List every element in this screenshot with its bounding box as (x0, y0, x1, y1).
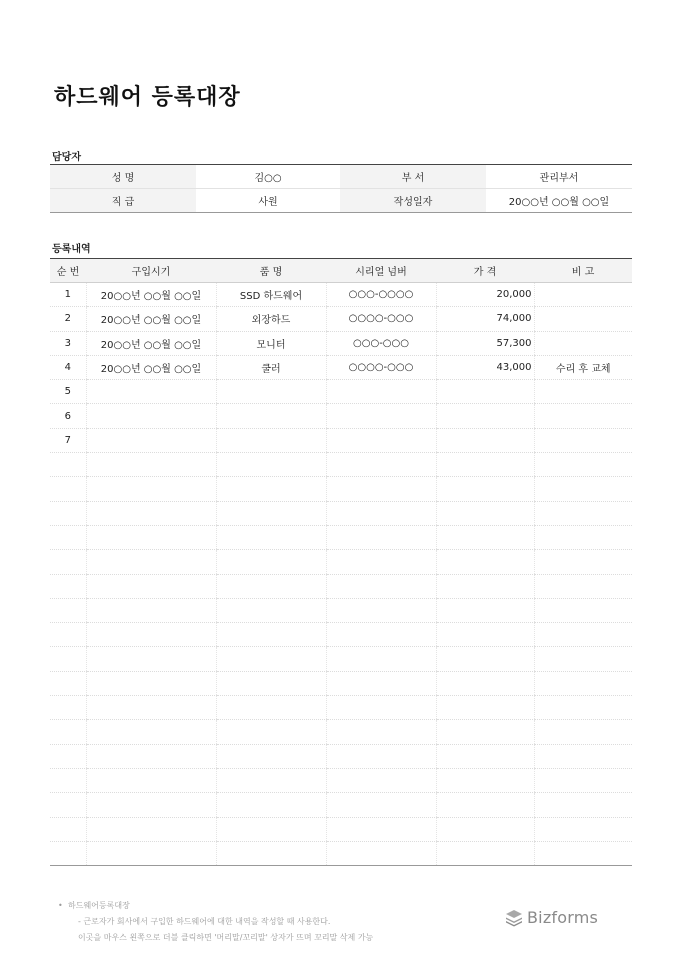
price-cell[interactable] (436, 477, 534, 501)
price-cell[interactable] (436, 793, 534, 817)
price-cell[interactable]: 57,300 (436, 331, 534, 355)
note-cell[interactable] (534, 331, 632, 355)
row-number[interactable]: 7 (50, 428, 86, 452)
item-name-cell[interactable]: 쿨러 (216, 355, 326, 379)
table-row (50, 720, 632, 744)
price-cell[interactable] (436, 501, 534, 525)
item-name-cell[interactable] (216, 404, 326, 428)
table-row (50, 841, 632, 865)
price-cell[interactable] (436, 744, 534, 768)
header-item-name: 품 명 (216, 259, 326, 283)
name-value[interactable]: 김○○ (196, 165, 340, 189)
price-cell[interactable] (436, 817, 534, 841)
purchase-date-cell[interactable] (86, 744, 216, 768)
purchase-date-cell[interactable] (86, 647, 216, 671)
row-number[interactable] (50, 841, 86, 865)
manager-row (50, 189, 632, 213)
serial-number-cell[interactable]: ○○○○-○○○ (326, 307, 436, 331)
document-title: 하드웨어 등록대장 (54, 85, 241, 110)
register-body (50, 283, 632, 866)
table-row (50, 696, 632, 720)
price-cell[interactable] (436, 404, 534, 428)
item-name-cell[interactable] (216, 720, 326, 744)
item-name-cell[interactable]: 외장하드 (216, 307, 326, 331)
table-row (50, 598, 632, 622)
purchase-date-cell[interactable] (86, 841, 216, 865)
price-cell[interactable] (436, 380, 534, 404)
table-row (50, 550, 632, 574)
note-cell[interactable] (534, 501, 632, 525)
row-number[interactable] (50, 453, 86, 477)
purchase-date-cell[interactable] (86, 720, 216, 744)
row-number[interactable]: 1 (50, 283, 86, 307)
serial-number-cell[interactable] (326, 720, 436, 744)
serial-number-cell[interactable] (326, 525, 436, 549)
row-number[interactable] (50, 817, 86, 841)
note-cell[interactable] (534, 428, 632, 452)
written-date-value[interactable]: 20○○년 ○○월 ○○일 (486, 189, 632, 213)
serial-number-cell[interactable] (326, 671, 436, 695)
position-label: 직 급 (50, 189, 196, 213)
serial-number-cell[interactable]: ○○○-○○○○ (326, 283, 436, 307)
row-number[interactable] (50, 477, 86, 501)
purchase-date-cell[interactable] (86, 696, 216, 720)
row-number[interactable] (50, 525, 86, 549)
purchase-date-cell[interactable] (86, 404, 216, 428)
table-row (50, 501, 632, 525)
table-row (50, 283, 632, 307)
item-name-cell[interactable] (216, 623, 326, 647)
price-cell[interactable] (436, 623, 534, 647)
note-cell[interactable] (534, 841, 632, 865)
table-row (50, 623, 632, 647)
item-name-cell[interactable] (216, 501, 326, 525)
item-name-cell[interactable] (216, 574, 326, 598)
row-number[interactable] (50, 501, 86, 525)
price-cell[interactable] (436, 453, 534, 477)
note-cell[interactable] (534, 550, 632, 574)
row-number[interactable] (50, 647, 86, 671)
purchase-date-cell[interactable] (86, 550, 216, 574)
row-number[interactable] (50, 550, 86, 574)
price-cell[interactable] (436, 671, 534, 695)
position-value[interactable]: 사원 (196, 189, 340, 213)
item-name-cell[interactable] (216, 477, 326, 501)
item-name-cell[interactable] (216, 793, 326, 817)
note-cell[interactable] (534, 574, 632, 598)
row-number[interactable] (50, 793, 86, 817)
row-number[interactable] (50, 720, 86, 744)
item-name-cell[interactable] (216, 744, 326, 768)
note-cell[interactable] (534, 817, 632, 841)
table-row (50, 574, 632, 598)
manager-row (50, 165, 632, 189)
header-serial-number: 시리얼 넘버 (326, 259, 436, 283)
row-number[interactable] (50, 768, 86, 792)
serial-number-cell[interactable] (326, 574, 436, 598)
note-cell[interactable] (534, 768, 632, 792)
table-row (50, 768, 632, 792)
note-cell[interactable] (534, 793, 632, 817)
table-row (50, 647, 632, 671)
serial-number-cell[interactable] (326, 744, 436, 768)
table-row (50, 331, 632, 355)
serial-number-cell[interactable] (326, 623, 436, 647)
price-cell[interactable] (436, 841, 534, 865)
item-name-cell[interactable] (216, 671, 326, 695)
note-cell[interactable] (534, 623, 632, 647)
purchase-date-cell[interactable] (86, 793, 216, 817)
purchase-date-cell[interactable] (86, 477, 216, 501)
row-number[interactable]: 3 (50, 331, 86, 355)
price-cell[interactable]: 74,000 (436, 307, 534, 331)
row-number[interactable] (50, 598, 86, 622)
note-cell[interactable] (534, 744, 632, 768)
table-row (50, 380, 632, 404)
serial-number-cell[interactable] (326, 380, 436, 404)
item-name-cell[interactable] (216, 696, 326, 720)
bullet-icon: • (58, 901, 63, 910)
serial-number-cell[interactable] (326, 768, 436, 792)
note-cell[interactable] (534, 307, 632, 331)
note-cell[interactable] (534, 598, 632, 622)
serial-number-cell[interactable] (326, 550, 436, 574)
purchase-date-cell[interactable] (86, 501, 216, 525)
serial-number-cell[interactable] (326, 598, 436, 622)
price-cell[interactable] (436, 598, 534, 622)
serial-number-cell[interactable] (326, 501, 436, 525)
name-label: 성 명 (50, 165, 196, 189)
item-name-cell[interactable] (216, 453, 326, 477)
note-cell[interactable] (534, 671, 632, 695)
purchase-date-cell[interactable] (86, 380, 216, 404)
purchase-date-cell[interactable]: 20○○년 ○○월 ○○일 (86, 355, 216, 379)
purchase-date-cell[interactable] (86, 671, 216, 695)
bizforms-logo-icon (505, 909, 523, 927)
item-name-cell[interactable] (216, 768, 326, 792)
table-row (50, 307, 632, 331)
purchase-date-cell[interactable] (86, 574, 216, 598)
table-row (50, 793, 632, 817)
footer-heading: 하드웨어등록대장 (68, 901, 130, 910)
serial-number-cell[interactable] (326, 817, 436, 841)
table-row (50, 404, 632, 428)
purchase-date-cell[interactable] (86, 453, 216, 477)
manager-section-label: 담당자 (52, 152, 81, 163)
serial-number-cell[interactable] (326, 841, 436, 865)
header-purchase-date: 구입시기 (86, 259, 216, 283)
serial-number-cell[interactable] (326, 428, 436, 452)
item-name-cell[interactable]: SSD 하드웨어 (216, 283, 326, 307)
footer-heading-line (58, 898, 373, 914)
row-number[interactable]: 5 (50, 380, 86, 404)
serial-number-cell[interactable] (326, 453, 436, 477)
register-header-row (50, 259, 632, 283)
price-cell[interactable] (436, 550, 534, 574)
department-value[interactable]: 관리부서 (486, 165, 632, 189)
item-name-cell[interactable] (216, 817, 326, 841)
price-cell[interactable] (436, 525, 534, 549)
note-cell[interactable] (534, 453, 632, 477)
bizforms-logo (505, 908, 598, 927)
note-cell[interactable] (534, 283, 632, 307)
price-cell[interactable] (436, 768, 534, 792)
price-cell[interactable] (436, 696, 534, 720)
note-cell[interactable] (534, 647, 632, 671)
row-number[interactable]: 6 (50, 404, 86, 428)
item-name-cell[interactable]: 모니터 (216, 331, 326, 355)
department-label: 부 서 (340, 165, 486, 189)
row-number[interactable] (50, 744, 86, 768)
note-cell[interactable] (534, 477, 632, 501)
logo-text: Bizforms (527, 908, 599, 927)
row-number[interactable] (50, 671, 86, 695)
price-cell[interactable] (436, 428, 534, 452)
price-cell[interactable]: 43,000 (436, 355, 534, 379)
purchase-date-cell[interactable]: 20○○년 ○○월 ○○일 (86, 331, 216, 355)
price-cell[interactable] (436, 647, 534, 671)
written-date-label: 작성일자 (340, 189, 486, 213)
header-number: 순 번 (50, 259, 86, 283)
table-row (50, 428, 632, 452)
note-cell[interactable] (534, 404, 632, 428)
table-row (50, 477, 632, 501)
register-section-label: 등록내역 (52, 244, 91, 255)
table-row (50, 817, 632, 841)
table-row (50, 355, 632, 379)
row-number[interactable] (50, 574, 86, 598)
item-name-cell[interactable] (216, 550, 326, 574)
price-cell[interactable]: 20,000 (436, 283, 534, 307)
serial-number-cell[interactable]: ○○○○-○○○ (326, 355, 436, 379)
register-table (50, 258, 632, 866)
footer-instruction[interactable]: 이곳을 마우스 왼쪽으로 더블 클릭하면 '머리말/꼬리말' 상자가 뜨며 꼬리말 삭제 가능 (78, 933, 374, 942)
serial-number-cell[interactable]: ○○○-○○○ (326, 331, 436, 355)
note-cell[interactable] (534, 525, 632, 549)
price-cell[interactable] (436, 574, 534, 598)
purchase-date-cell[interactable] (86, 817, 216, 841)
item-name-cell[interactable] (216, 841, 326, 865)
purchase-date-cell[interactable]: 20○○년 ○○월 ○○일 (86, 307, 216, 331)
note-cell[interactable] (534, 720, 632, 744)
serial-number-cell[interactable] (326, 477, 436, 501)
footer-guide (58, 898, 373, 946)
row-number[interactable] (50, 696, 86, 720)
price-cell[interactable] (436, 720, 534, 744)
table-row (50, 525, 632, 549)
row-number[interactable]: 2 (50, 307, 86, 331)
serial-number-cell[interactable] (326, 793, 436, 817)
note-cell[interactable] (534, 696, 632, 720)
note-cell[interactable] (534, 380, 632, 404)
purchase-date-cell[interactable] (86, 598, 216, 622)
item-name-cell[interactable] (216, 428, 326, 452)
purchase-date-cell[interactable] (86, 623, 216, 647)
purchase-date-cell[interactable] (86, 428, 216, 452)
note-cell[interactable]: 수리 후 교체 (534, 355, 632, 379)
item-name-cell[interactable] (216, 380, 326, 404)
purchase-date-cell[interactable] (86, 525, 216, 549)
item-name-cell[interactable] (216, 598, 326, 622)
item-name-cell[interactable] (216, 647, 326, 671)
header-note: 비 고 (534, 259, 632, 283)
row-number[interactable]: 4 (50, 355, 86, 379)
serial-number-cell[interactable] (326, 696, 436, 720)
table-row (50, 671, 632, 695)
purchase-date-cell[interactable]: 20○○년 ○○월 ○○일 (86, 283, 216, 307)
header-price: 가 격 (436, 259, 534, 283)
serial-number-cell[interactable] (326, 647, 436, 671)
table-row (50, 744, 632, 768)
footer-description: - 근로자가 회사에서 구입한 하드웨어에 대한 내역을 작성할 때 사용한다. (78, 917, 331, 926)
purchase-date-cell[interactable] (86, 768, 216, 792)
item-name-cell[interactable] (216, 525, 326, 549)
table-row (50, 453, 632, 477)
manager-table (50, 164, 632, 213)
row-number[interactable] (50, 623, 86, 647)
serial-number-cell[interactable] (326, 404, 436, 428)
